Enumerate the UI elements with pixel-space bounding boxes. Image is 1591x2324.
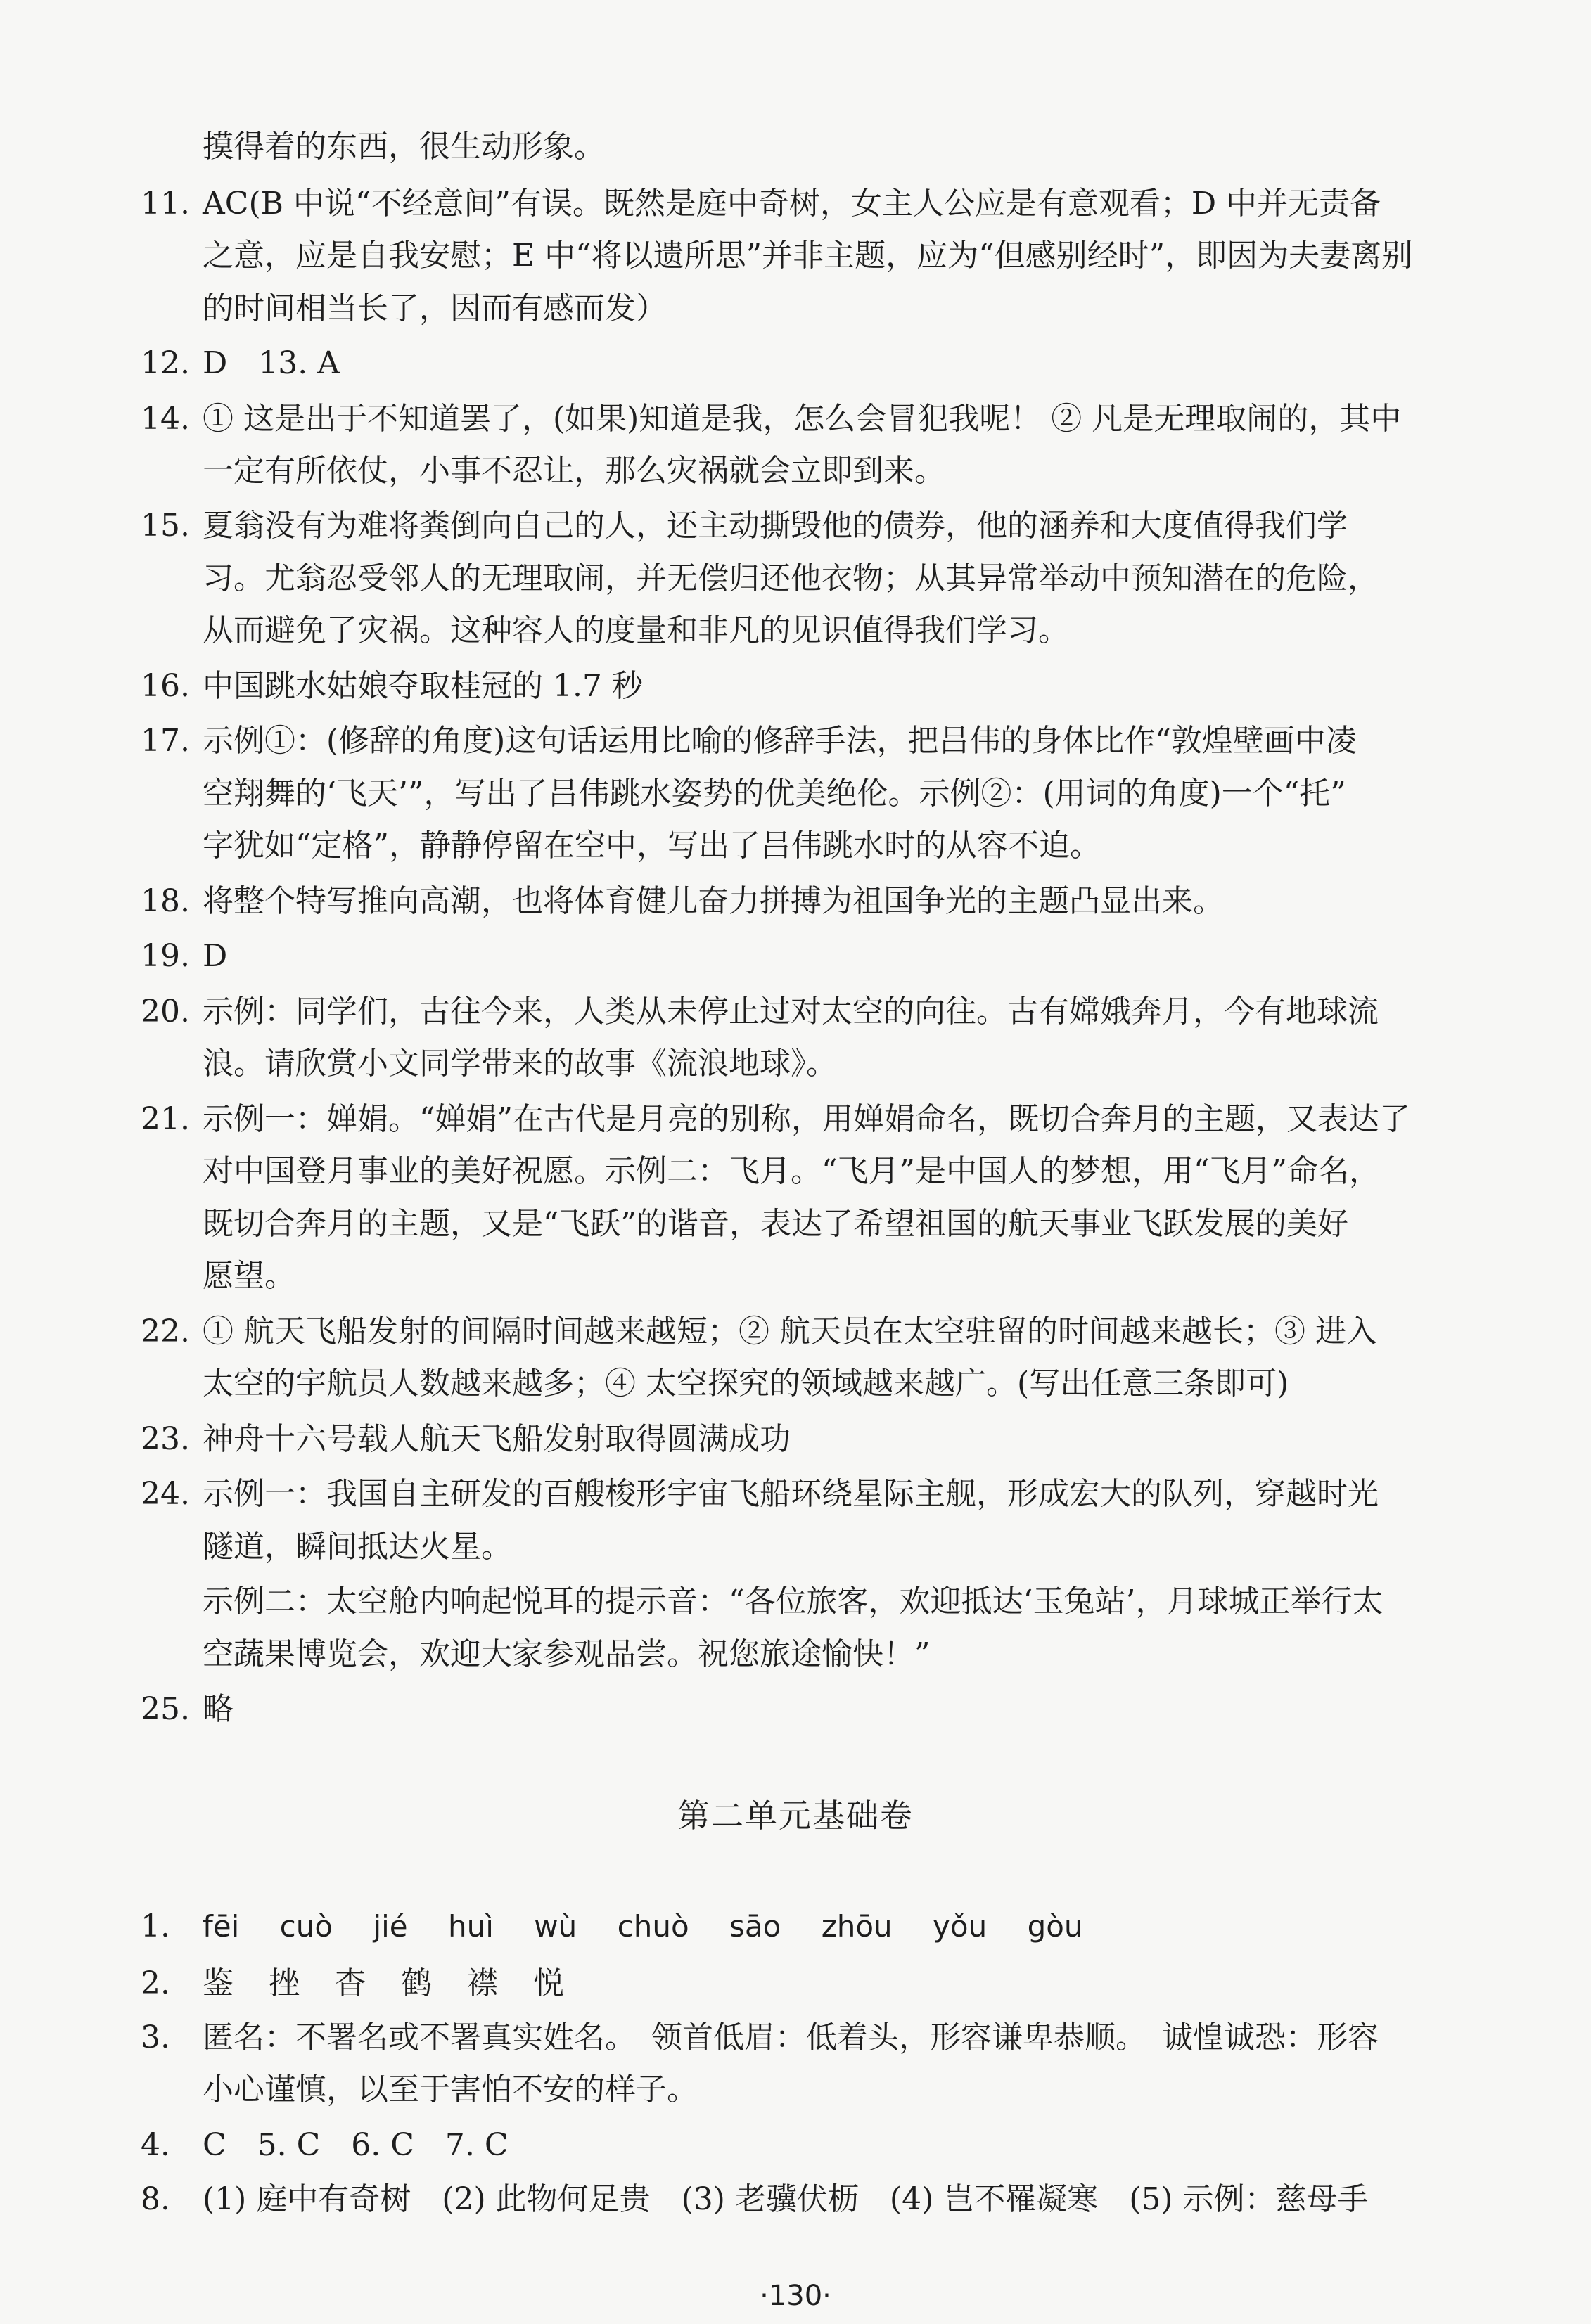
answer-21-line-2: 对中国登月事业的美好祝愿。示例二：飞月。“飞月”是中国人的梦想，用“飞月”命名， bbox=[203, 1153, 1380, 1189]
pinyin-item: gòu bbox=[1027, 1909, 1083, 1944]
answer-15-line-3: 从而避免了灾祸。这种容人的度量和非凡的见识值得我们学习。 bbox=[203, 612, 1069, 648]
pinyin-item: jié bbox=[373, 1909, 408, 1944]
pinyin-item: yǒu bbox=[933, 1909, 988, 1944]
answer-21-line-4: 愿望。 bbox=[203, 1258, 295, 1294]
pinyin-item: fēi bbox=[203, 1909, 240, 1944]
answer-number-20: 20. bbox=[141, 994, 190, 1029]
answer-24-line-3: 示例二：太空舱内响起悦耳的提示音：“各位旅客，欢迎抵达‘玉兔站’，月球城正举行太 bbox=[203, 1584, 1384, 1619]
answer-number-14: 14. bbox=[141, 401, 190, 437]
section-title: 第二单元基础卷 bbox=[677, 1797, 914, 1835]
answer-19: D bbox=[203, 938, 228, 974]
answer-17-line-1: 示例①：(修辞的角度)这句话运用比喻的修辞手法，把吕伟的身体比作“敦煌壁画中凌 bbox=[203, 723, 1357, 759]
answer-24-line-1: 示例一：我国自主研发的百艘梭形宇宙飞船环绕星际主舰，形成宏大的队列，穿越时光 bbox=[203, 1476, 1379, 1512]
answer-15-line-1: 夏翁没有为难将粪倒向自己的人，还主动撕毁他的债券，他的涵养和大度值得我们学 bbox=[203, 508, 1348, 544]
answer-number-19: 19. bbox=[141, 938, 190, 974]
answer-20-line-2: 浪。请欣赏小文同学带来的故事《流浪地球》。 bbox=[203, 1046, 837, 1081]
pinyin-row bbox=[203, 1907, 1114, 1946]
answer-25: 略 bbox=[203, 1691, 234, 1727]
section2-answer-4-7: C 5. C 6. C 7. C bbox=[203, 2127, 509, 2163]
answer-17-line-2: 空翔舞的‘飞天’”，写出了吕伟跳水姿势的优美绝伦。示例②：(用词的角度)一个“托” bbox=[203, 776, 1346, 811]
answer-11-line-1: AC(B 中说“不经意间”有误。既然是庭中奇树，女主人公应是有意观看；D 中并无责备 bbox=[203, 186, 1381, 222]
page-number: ·130· bbox=[760, 2280, 831, 2312]
section2-number-4: 4. bbox=[141, 2127, 170, 2163]
answer-21-line-3: 既切合奔月的主题，又是“飞跃”的谐音，表达了希望祖国的航天事业飞跃发展的美好 bbox=[203, 1206, 1348, 1242]
pinyin-item: cuò bbox=[279, 1909, 333, 1944]
char-item: 悦 bbox=[533, 1965, 564, 2001]
answer-number-24: 24. bbox=[141, 1476, 190, 1512]
pinyin-item: sāo bbox=[729, 1909, 781, 1944]
answer-number-11: 11. bbox=[141, 186, 190, 222]
answer-number-17: 17. bbox=[141, 723, 190, 759]
chars-row bbox=[203, 1964, 589, 2003]
char-item: 鉴 bbox=[203, 1965, 234, 2001]
section2-number-1: 1. bbox=[141, 1908, 170, 1944]
answer-16: 中国跳水姑娘夺取桂冠的 1.7 秒 bbox=[203, 668, 643, 704]
char-item: 挫 bbox=[269, 1965, 300, 2001]
answer-21-line-1: 示例一：婵娟。“婵娟”在古代是月亮的别称，用婵娟命名，既切合奔月的主题，又表达了 bbox=[203, 1101, 1410, 1137]
pinyin-item: huì bbox=[447, 1909, 494, 1944]
char-item: 杳 bbox=[335, 1965, 366, 2001]
answer-14-line-1: ① 这是出于不知道罢了，(如果)知道是我，怎么会冒犯我呢！ ② 凡是无理取闹的，其中 bbox=[203, 401, 1402, 437]
answer-number-15: 15. bbox=[141, 508, 190, 544]
char-item: 襟 bbox=[467, 1965, 498, 2001]
answer-number-18: 18. bbox=[141, 883, 190, 919]
answer-number-22: 22. bbox=[141, 1314, 190, 1349]
answer-15-line-2: 习。尤翁忍受邻人的无理取闹，并无偿归还他衣物；从其异常举动中预知潜在的危险， bbox=[203, 560, 1379, 596]
answer-12-13: D 13. A bbox=[203, 345, 340, 381]
section2-answer-3-line-2: 小心谨慎，以至于害怕不安的样子。 bbox=[203, 2072, 698, 2107]
answer-18: 将整个特写推向高潮，也将体育健儿奋力拼搏为祖国争光的主题凸显出来。 bbox=[203, 883, 1224, 919]
section2-number-3: 3. bbox=[141, 2020, 170, 2055]
answer-23: 神舟十六号载人航天飞船发射取得圆满成功 bbox=[203, 1421, 791, 1457]
pinyin-item: chuò bbox=[617, 1909, 689, 1944]
answer-14-line-2: 一定有所依仗，小事不忍让，那么灾祸就会立即到来。 bbox=[203, 453, 945, 489]
char-item: 鹤 bbox=[401, 1965, 432, 2001]
answer-24-line-2: 隧道，瞬间抵达火星。 bbox=[203, 1529, 512, 1565]
answer-17-line-3: 字犹如“定格”，静静停留在空中，写出了吕伟跳水时的从容不迫。 bbox=[203, 828, 1101, 864]
answer-number-23: 23. bbox=[141, 1421, 190, 1457]
section2-answer-8: (1) 庭中有奇树 (2) 此物何足贵 (3) 老骥伏枥 (4) 岂不罹凝寒 (5) 示例：慈母手 bbox=[203, 2181, 1369, 2217]
answer-24-line-4: 空蔬果博览会，欢迎大家参观品尝。祝您旅途愉快！” bbox=[203, 1636, 931, 1672]
answer-10-continuation: 摸得着的东西，很生动形象。 bbox=[203, 129, 605, 165]
section2-number-8: 8. bbox=[141, 2181, 170, 2217]
answer-number-16: 16. bbox=[141, 668, 190, 704]
answer-number-25: 25. bbox=[141, 1691, 190, 1727]
answer-number-12: 12. bbox=[141, 345, 190, 381]
pinyin-item: zhōu bbox=[821, 1909, 893, 1944]
section2-answer-3-line-1: 匿名：不署名或不署真实姓名。 领首低眉：低着头，形容谦卑恭顺。 诚惶诚恐：形容 bbox=[203, 2020, 1379, 2055]
answer-20-line-1: 示例：同学们，古往今来，人类从未停止过对太空的向往。古有嫦娥奔月，今有地球流 bbox=[203, 994, 1379, 1029]
answer-22-line-2: 太空的宇航员人数越来越多；④ 太空探究的领域越来越广。(写出任意三条即可) bbox=[203, 1366, 1289, 1401]
section2-number-2: 2. bbox=[141, 1965, 170, 2001]
answer-11-line-2: 之意，应是自我安慰；E 中“将以遗所思”并非主题，应为“但感别经时”，即因为夫妻离别 bbox=[203, 238, 1413, 274]
answer-number-21: 21. bbox=[141, 1101, 190, 1137]
answer-11-line-3: 的时间相当长了，因而有感而发） bbox=[203, 290, 667, 326]
pinyin-item: wù bbox=[534, 1909, 577, 1944]
answer-22-line-1: ① 航天飞船发射的间隔时间越来越短；② 航天员在太空驻留的时间越来越长；③ 进入 bbox=[203, 1314, 1377, 1349]
